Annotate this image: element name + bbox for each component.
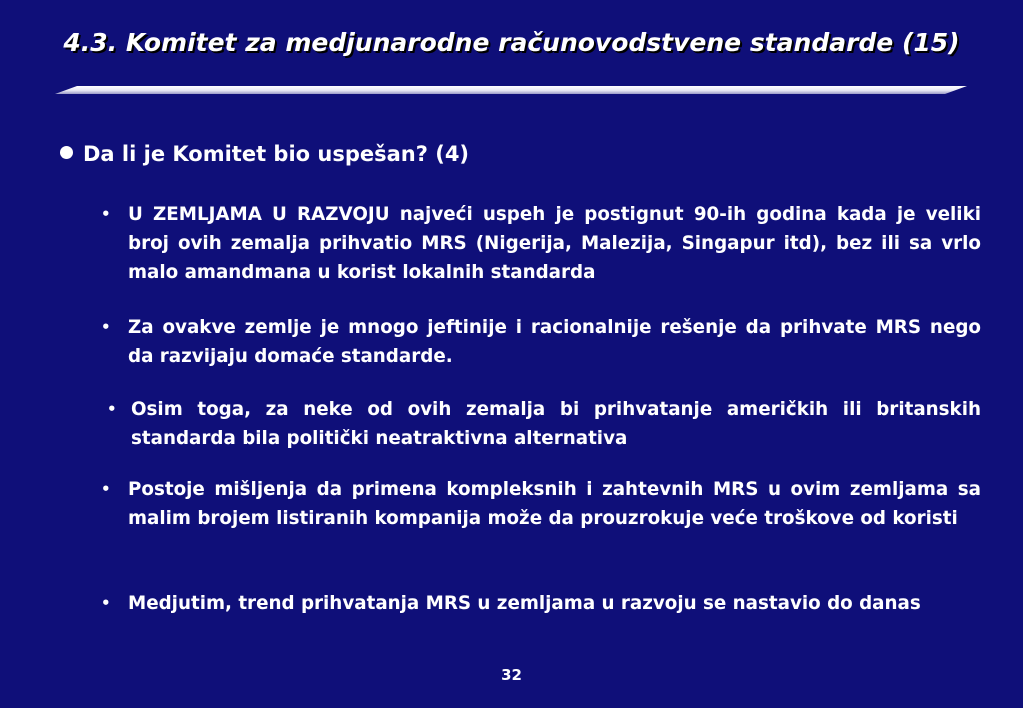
bullet-icon: • <box>101 205 111 223</box>
bullet-dot-icon <box>60 146 73 159</box>
list-item <box>101 475 981 533</box>
bullet-icon: • <box>107 400 117 418</box>
main-point-text: Da li je Komitet bio uspešan? (4) <box>83 142 470 166</box>
title-divider <box>55 84 970 96</box>
slide-title: 4.3. Komitet za medjunarodne računovodstvene standarde (15) <box>63 28 960 57</box>
list-item-text: Medjutim, trend prihvatanja MRS u zemljama u razvoju se nastavio do danas <box>128 593 921 614</box>
list-item-text: Za ovakve zemlje je mnogo jeftinije i racionalnije rešenje da prihvate MRS nego da razvijaju domaće standarde. <box>128 317 981 367</box>
list-item <box>101 589 981 618</box>
bullet-icon: • <box>101 480 111 498</box>
page-number: 32 <box>501 666 522 684</box>
list-item-text: U ZEMLJAMA U RAZVOJU najveći uspeh je postignut 90-ih godina kada je veliki broj ovih zemalja prihvatio MRS (Nigerija, Malezija, Singapur itd), bez ili sa vrlo malo amandmana u korist lokalnih standarda <box>128 204 981 283</box>
list-item <box>101 200 981 287</box>
list-item-text: Postoje mišljenja da primena kompleksnih i zahtevnih MRS u ovim zemljama sa malim brojem listiranih kompanija može da prouzrokuje veće troškove od koristi <box>128 479 981 529</box>
bullet-icon: • <box>101 318 111 336</box>
list-item <box>101 313 981 371</box>
bullet-icon: • <box>101 594 111 612</box>
list-item-text: Osim toga, za neke od ovih zemalja bi prihvatanje američkih ili britanskih standarda bila politički neatraktivna alternativa <box>131 399 981 449</box>
list-item <box>107 395 981 453</box>
main-point <box>60 142 469 166</box>
